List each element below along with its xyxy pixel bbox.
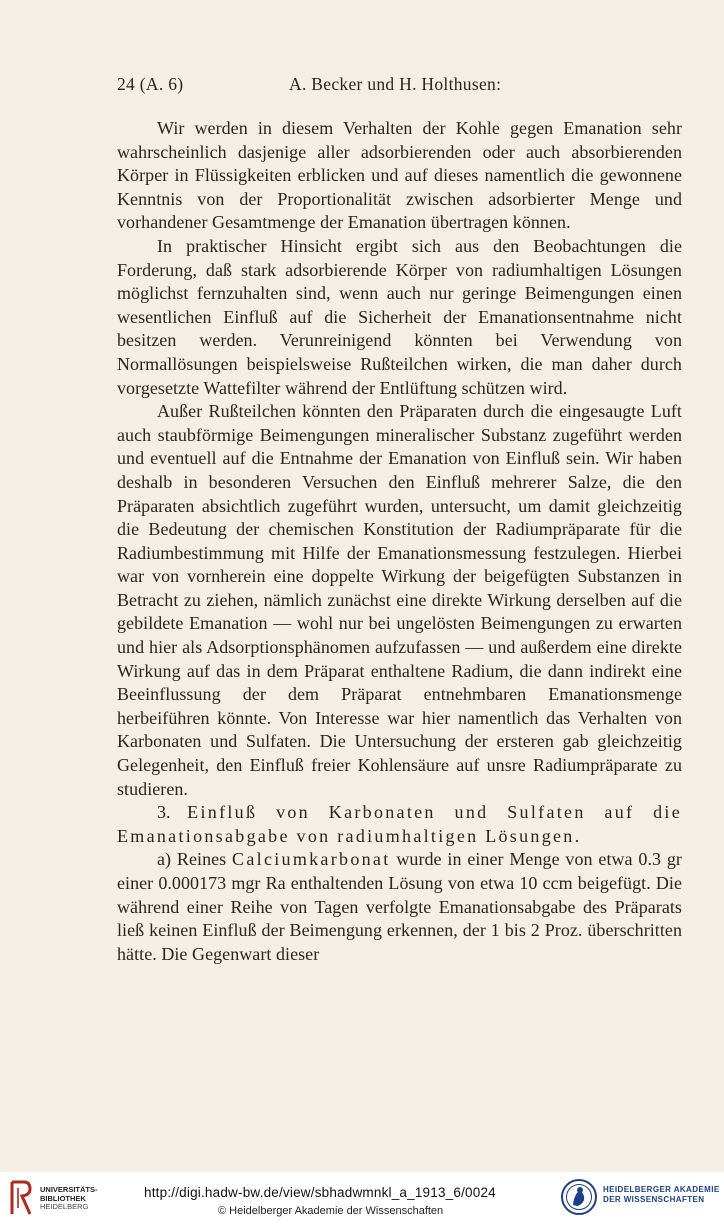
paragraph-1: Wir werden in diesem Verhalten der Kohle gegen Emanation sehr wahrscheinlich dasjenige aller adsorbierenden oder auch absorbierenden Körper in Flüssigkeiten erblicken und auf dieses namentlich die gewonnene Kenntnis von der Proportionalität zwischen adsorbierter Menge und vorhandener Gesamtmenge der Emanation übertragen können. [117,118,682,233]
footer-bar [0,1172,724,1224]
subsection-a [117,848,682,966]
copyright-notice: © Heidelberger Akademie der Wissenschaften [218,1205,444,1217]
paragraph-3: Außer Rußteilchen könnten den Präparaten durch die eingesaugte Luft auch staubförmige Beimengungen mineralischer Substanz zugeführt werden und eventuell auf die Entnahme der Emanation von Einfluß sein. Wir haben deshalb in besonderen Versuchen den Einfluß mehrerer Salze, die den Präparaten absichtlich zugeführt wurden, untersucht, um damit gleichzeitig die Bedeutung der chemischen Konstitution der Radiumpräparate für die Radiumbestimmung mit Hilfe der Emanationsmessung festzulegen. Hierbei war von vornherein eine doppelte Wirkung der beigefügten Substanzen in Betracht zu ziehen, nämlich zunächst eine direkte Wirkung derselben auf die gebildete Emanation — wohl nur bei ungelösten Beimengungen zu erwarten und hier als Adsorptionsphänomen aufzufassen — und außerdem eine direkte Wirkung auf das in dem Präparat enthaltene Radium, die dann indirekt eine Beeinflussung der dem Präparat entnehmbaren Emanationsmenge herbeiführen könnte. Von Interesse war hier namentlich das Verhalten von Karbonaten und Sulfaten. Die Untersuchung der ersteren gab gleichzeitig Gelegenheit, den Einfluß freier Kohlensäure auf unsre Radiumpräparate zu studieren. [117,401,682,799]
paragraph-2: In praktischer Hinsicht ergibt sich aus den Beobachtungen die Forderung, daß stark adsorbierende Körper von radiumhaltigen Lösungen möglichst fernzuhalten sind, wenn auch nur geringe Beimengungen einen wesentlichen Einfluß auf die Sicherheit der Emanationsentnahme nicht besitzen werden. Verunreinigend könnten bei Verwendung von Normallösungen beispielsweise Rußteilchen wirken, die man daher durch vorgesetzte Wattefilter während der Entlüftung schützen wird. [117,235,682,398]
library-name-line3: HEIDELBERG [40,1202,89,1212]
university-library-logo[interactable] [8,1180,138,1216]
library-name-line2: BIBLIOTHEK [40,1193,86,1203]
academy-name [603,1185,720,1205]
academy-name-line1: HEIDELBERGER AKADEMIE [603,1185,720,1194]
library-name-line1: UNIVERSITÄTS- [40,1185,98,1194]
page-reference: 24 (A. 6) [117,74,184,94]
running-header [117,74,682,96]
body-text [117,117,682,966]
subsection-lead: Reines [176,849,227,870]
library-seal-icon [8,1180,34,1216]
subsection-term: Calciumkarbonat [232,849,391,870]
section-number: 3. [157,802,171,823]
header-authors: A. Becker und H. Holthusen: [289,74,502,94]
permalink-url[interactable]: http://digi.hadw-bw.de/view/sbhadwmnkl_a_1913_6/0024 [144,1185,496,1200]
subsection-label: a) [157,849,172,870]
section-heading [117,801,682,848]
academy-name-line2: DER WISSENSCHAFTEN [603,1195,705,1204]
section-title: Einfluß von Karbonaten und Sulfaten auf die Emanationsabgabe von radiumhaltigen Lösungen. [117,802,682,846]
academy-seal-icon[interactable] [560,1178,598,1216]
subsection-text: wurde in einer Menge von etwa 0.3 gr einer 0.000173 mgr Ra enthaltenden Lösung von etwa 10 ccm beigefügt. Die während einer Reihe von Tagen verfolgte Emanationsabgabe des Präparats ließ keinen Einfluß der Beimengung erkennen, der 1 bis 2 Proz. überschritten hätte. Die Gegenwart dieser [117,849,682,964]
